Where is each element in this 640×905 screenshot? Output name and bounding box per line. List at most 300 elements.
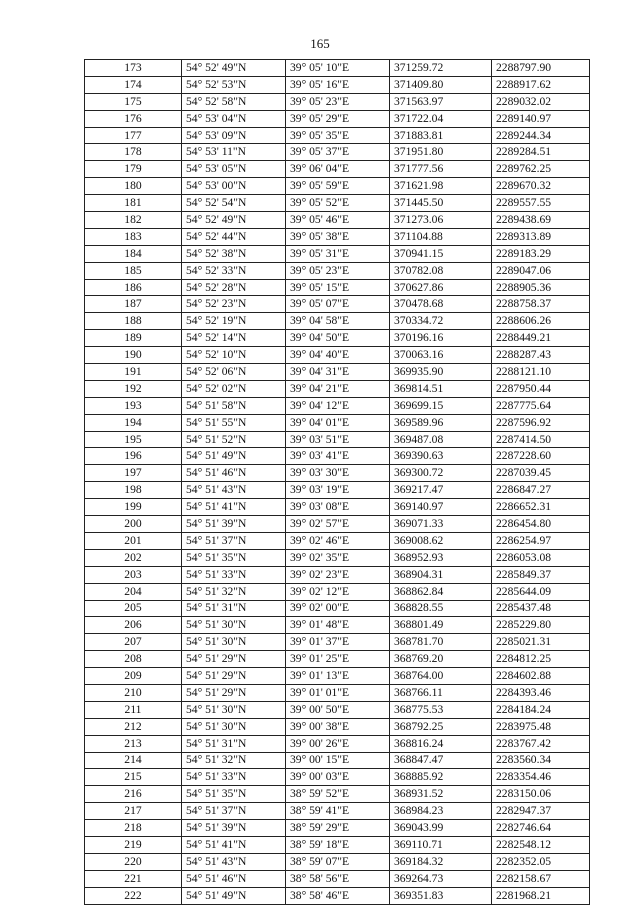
table-row	[85, 516, 590, 533]
x-coordinate: 371273.06	[390, 212, 492, 229]
x-coordinate: 369699.15	[390, 397, 492, 414]
y-coordinate: 2282947.37	[492, 803, 590, 820]
x-coordinate: 369390.63	[390, 448, 492, 465]
page-number: 165	[310, 36, 330, 51]
latitude: 54° 53' 05"N	[182, 161, 286, 178]
latitude: 54° 52' 33"N	[182, 262, 286, 279]
latitude: 54° 51' 29"N	[182, 684, 286, 701]
y-coordinate: 2287775.64	[492, 397, 590, 414]
y-coordinate: 2281968.21	[492, 887, 590, 904]
latitude: 54° 52' 23"N	[182, 296, 286, 313]
longitude: 39° 04' 58"E	[286, 313, 390, 330]
x-coordinate: 371409.80	[390, 76, 492, 93]
longitude: 39° 03' 19"E	[286, 482, 390, 499]
latitude: 54° 51' 49"N	[182, 887, 286, 904]
y-coordinate: 2282746.64	[492, 820, 590, 837]
latitude: 54° 51' 30"N	[182, 634, 286, 651]
longitude: 39° 04' 40"E	[286, 347, 390, 364]
table-row	[85, 195, 590, 212]
longitude: 39° 04' 50"E	[286, 330, 390, 347]
latitude: 54° 52' 54"N	[182, 195, 286, 212]
latitude: 54° 53' 00"N	[182, 178, 286, 195]
table-row	[85, 76, 590, 93]
y-coordinate: 2287950.44	[492, 380, 590, 397]
x-coordinate: 368885.92	[390, 769, 492, 786]
table-row	[85, 60, 590, 77]
point-number: 221	[85, 870, 182, 887]
y-coordinate: 2285021.31	[492, 634, 590, 651]
latitude: 54° 51' 39"N	[182, 516, 286, 533]
table-row	[85, 262, 590, 279]
latitude: 54° 52' 14"N	[182, 330, 286, 347]
latitude: 54° 52' 02"N	[182, 380, 286, 397]
y-coordinate: 2286254.97	[492, 532, 590, 549]
longitude: 39° 06' 04"E	[286, 161, 390, 178]
table-row	[85, 701, 590, 718]
point-number: 203	[85, 566, 182, 583]
longitude: 39° 01' 13"E	[286, 668, 390, 685]
point-number: 177	[85, 127, 182, 144]
table-row	[85, 836, 590, 853]
x-coordinate: 369935.90	[390, 364, 492, 381]
latitude: 54° 51' 37"N	[182, 532, 286, 549]
latitude: 54° 51' 29"N	[182, 668, 286, 685]
longitude: 39° 04' 01"E	[286, 414, 390, 431]
longitude: 39° 01' 48"E	[286, 617, 390, 634]
point-number: 216	[85, 786, 182, 803]
table-row	[85, 752, 590, 769]
x-coordinate: 369110.71	[390, 836, 492, 853]
y-coordinate: 2289183.29	[492, 245, 590, 262]
longitude: 39° 02' 00"E	[286, 600, 390, 617]
x-coordinate: 369264.73	[390, 870, 492, 887]
point-number: 187	[85, 296, 182, 313]
table-row	[85, 431, 590, 448]
point-number: 190	[85, 347, 182, 364]
table-row	[85, 178, 590, 195]
y-coordinate: 2286454.80	[492, 516, 590, 533]
latitude: 54° 51' 35"N	[182, 786, 286, 803]
latitude: 54° 51' 31"N	[182, 600, 286, 617]
x-coordinate: 371722.04	[390, 110, 492, 127]
table-row	[85, 803, 590, 820]
longitude: 38° 59' 41"E	[286, 803, 390, 820]
longitude: 39° 05' 35"E	[286, 127, 390, 144]
y-coordinate: 2283150.06	[492, 786, 590, 803]
longitude: 38° 59' 52"E	[286, 786, 390, 803]
x-coordinate: 368904.31	[390, 566, 492, 583]
table-row	[85, 532, 590, 549]
latitude: 54° 52' 53"N	[182, 76, 286, 93]
y-coordinate: 2285437.48	[492, 600, 590, 617]
y-coordinate: 2287414.50	[492, 431, 590, 448]
point-number: 204	[85, 583, 182, 600]
x-coordinate: 369487.08	[390, 431, 492, 448]
x-coordinate: 371883.81	[390, 127, 492, 144]
point-number: 196	[85, 448, 182, 465]
y-coordinate: 2283767.42	[492, 735, 590, 752]
longitude: 39° 05' 23"E	[286, 262, 390, 279]
longitude: 39° 05' 15"E	[286, 279, 390, 296]
y-coordinate: 2287228.60	[492, 448, 590, 465]
latitude: 54° 51' 30"N	[182, 701, 286, 718]
longitude: 39° 01' 37"E	[286, 634, 390, 651]
point-number: 175	[85, 93, 182, 110]
table-row	[85, 380, 590, 397]
table-row	[85, 448, 590, 465]
table-row	[85, 820, 590, 837]
y-coordinate: 2289762.25	[492, 161, 590, 178]
latitude: 54° 53' 11"N	[182, 144, 286, 161]
table-row	[85, 583, 590, 600]
x-coordinate: 368769.20	[390, 651, 492, 668]
x-coordinate: 371563.97	[390, 93, 492, 110]
y-coordinate: 2286652.31	[492, 499, 590, 516]
point-number: 176	[85, 110, 182, 127]
y-coordinate: 2289670.32	[492, 178, 590, 195]
longitude: 39° 03' 08"E	[286, 499, 390, 516]
x-coordinate: 370334.72	[390, 313, 492, 330]
latitude: 54° 51' 32"N	[182, 583, 286, 600]
latitude: 54° 51' 41"N	[182, 836, 286, 853]
latitude: 54° 52' 38"N	[182, 245, 286, 262]
y-coordinate: 2288287.43	[492, 347, 590, 364]
table-row	[85, 347, 590, 364]
table-row	[85, 600, 590, 617]
point-number: 179	[85, 161, 182, 178]
point-number: 174	[85, 76, 182, 93]
longitude: 39° 04' 21"E	[286, 380, 390, 397]
table-row	[85, 465, 590, 482]
point-number: 213	[85, 735, 182, 752]
y-coordinate: 2289438.69	[492, 212, 590, 229]
y-coordinate: 2288917.62	[492, 76, 590, 93]
x-coordinate: 368792.25	[390, 718, 492, 735]
longitude: 39° 00' 03"E	[286, 769, 390, 786]
y-coordinate: 2284602.88	[492, 668, 590, 685]
longitude: 39° 05' 07"E	[286, 296, 390, 313]
longitude: 39° 00' 26"E	[286, 735, 390, 752]
latitude: 54° 51' 30"N	[182, 617, 286, 634]
y-coordinate: 2289032.02	[492, 93, 590, 110]
longitude: 38° 58' 56"E	[286, 870, 390, 887]
y-coordinate: 2282548.12	[492, 836, 590, 853]
point-number: 206	[85, 617, 182, 634]
y-coordinate: 2287596.92	[492, 414, 590, 431]
table-row	[85, 397, 590, 414]
y-coordinate: 2285849.37	[492, 566, 590, 583]
longitude: 39° 03' 30"E	[286, 465, 390, 482]
latitude: 54° 51' 29"N	[182, 651, 286, 668]
point-number: 192	[85, 380, 182, 397]
latitude: 54° 51' 58"N	[182, 397, 286, 414]
x-coordinate: 369184.32	[390, 853, 492, 870]
point-number: 193	[85, 397, 182, 414]
point-number: 219	[85, 836, 182, 853]
x-coordinate: 369008.62	[390, 532, 492, 549]
longitude: 39° 04' 12"E	[286, 397, 390, 414]
latitude: 54° 52' 58"N	[182, 93, 286, 110]
point-number: 211	[85, 701, 182, 718]
latitude: 54° 51' 43"N	[182, 853, 286, 870]
longitude: 39° 05' 59"E	[286, 178, 390, 195]
coordinates-table	[84, 59, 590, 905]
point-number: 178	[85, 144, 182, 161]
y-coordinate: 2285644.09	[492, 583, 590, 600]
x-coordinate: 369217.47	[390, 482, 492, 499]
x-coordinate: 368931.52	[390, 786, 492, 803]
latitude: 54° 52' 49"N	[182, 60, 286, 77]
point-number: 210	[85, 684, 182, 701]
table-row	[85, 364, 590, 381]
table-row	[85, 735, 590, 752]
point-number: 183	[85, 228, 182, 245]
x-coordinate: 370941.15	[390, 245, 492, 262]
table-row	[85, 414, 590, 431]
latitude: 54° 51' 52"N	[182, 431, 286, 448]
x-coordinate: 368801.49	[390, 617, 492, 634]
longitude: 39° 03' 41"E	[286, 448, 390, 465]
x-coordinate: 369814.51	[390, 380, 492, 397]
longitude: 39° 02' 57"E	[286, 516, 390, 533]
longitude: 39° 00' 15"E	[286, 752, 390, 769]
latitude: 54° 51' 55"N	[182, 414, 286, 431]
longitude: 39° 03' 51"E	[286, 431, 390, 448]
y-coordinate: 2284393.46	[492, 684, 590, 701]
y-coordinate: 2289313.89	[492, 228, 590, 245]
point-number: 214	[85, 752, 182, 769]
y-coordinate: 2283975.48	[492, 718, 590, 735]
point-number: 185	[85, 262, 182, 279]
point-number: 199	[85, 499, 182, 516]
x-coordinate: 371621.98	[390, 178, 492, 195]
y-coordinate: 2282352.05	[492, 853, 590, 870]
table-row	[85, 330, 590, 347]
table-row	[85, 566, 590, 583]
latitude: 54° 53' 09"N	[182, 127, 286, 144]
table-row	[85, 245, 590, 262]
table-row	[85, 296, 590, 313]
point-number: 186	[85, 279, 182, 296]
x-coordinate: 368847.47	[390, 752, 492, 769]
point-number: 209	[85, 668, 182, 685]
y-coordinate: 2289140.97	[492, 110, 590, 127]
table-row	[85, 127, 590, 144]
table-row	[85, 482, 590, 499]
table-row	[85, 668, 590, 685]
y-coordinate: 2289284.51	[492, 144, 590, 161]
table-row	[85, 651, 590, 668]
y-coordinate: 2288905.36	[492, 279, 590, 296]
y-coordinate: 2283354.46	[492, 769, 590, 786]
y-coordinate: 2282158.67	[492, 870, 590, 887]
latitude: 54° 52' 10"N	[182, 347, 286, 364]
point-number: 207	[85, 634, 182, 651]
point-number: 198	[85, 482, 182, 499]
table-row	[85, 718, 590, 735]
point-number: 201	[85, 532, 182, 549]
table-row	[85, 870, 590, 887]
x-coordinate: 371777.56	[390, 161, 492, 178]
point-number: 222	[85, 887, 182, 904]
x-coordinate: 369589.96	[390, 414, 492, 431]
table-row	[85, 313, 590, 330]
table-row	[85, 617, 590, 634]
longitude: 39° 05' 16"E	[286, 76, 390, 93]
longitude: 39° 05' 52"E	[286, 195, 390, 212]
y-coordinate: 2284812.25	[492, 651, 590, 668]
coordinates-table-body	[85, 60, 590, 905]
y-coordinate: 2285229.80	[492, 617, 590, 634]
point-number: 180	[85, 178, 182, 195]
point-number: 189	[85, 330, 182, 347]
table-row	[85, 228, 590, 245]
point-number: 194	[85, 414, 182, 431]
latitude: 54° 51' 39"N	[182, 820, 286, 837]
x-coordinate: 369300.72	[390, 465, 492, 482]
x-coordinate: 371104.88	[390, 228, 492, 245]
longitude: 39° 02' 23"E	[286, 566, 390, 583]
x-coordinate: 370782.08	[390, 262, 492, 279]
x-coordinate: 371951.80	[390, 144, 492, 161]
longitude: 39° 02' 12"E	[286, 583, 390, 600]
x-coordinate: 369071.33	[390, 516, 492, 533]
longitude: 39° 05' 10"E	[286, 60, 390, 77]
point-number: 184	[85, 245, 182, 262]
point-number: 200	[85, 516, 182, 533]
point-number: 202	[85, 549, 182, 566]
latitude: 54° 51' 35"N	[182, 549, 286, 566]
latitude: 54° 51' 30"N	[182, 718, 286, 735]
y-coordinate: 2286053.08	[492, 549, 590, 566]
table-row	[85, 634, 590, 651]
longitude: 39° 00' 50"E	[286, 701, 390, 718]
x-coordinate: 368952.93	[390, 549, 492, 566]
x-coordinate: 370063.16	[390, 347, 492, 364]
table-row	[85, 110, 590, 127]
longitude: 39° 04' 31"E	[286, 364, 390, 381]
latitude: 54° 52' 06"N	[182, 364, 286, 381]
y-coordinate: 2283560.34	[492, 752, 590, 769]
latitude: 54° 52' 19"N	[182, 313, 286, 330]
x-coordinate: 368862.84	[390, 583, 492, 600]
table-row	[85, 684, 590, 701]
table-row	[85, 144, 590, 161]
y-coordinate: 2288449.21	[492, 330, 590, 347]
table-row	[85, 769, 590, 786]
y-coordinate: 2289244.34	[492, 127, 590, 144]
longitude: 39° 02' 46"E	[286, 532, 390, 549]
table-row	[85, 786, 590, 803]
point-number: 205	[85, 600, 182, 617]
latitude: 54° 51' 33"N	[182, 566, 286, 583]
latitude: 54° 51' 41"N	[182, 499, 286, 516]
x-coordinate: 370627.86	[390, 279, 492, 296]
point-number: 181	[85, 195, 182, 212]
table-row	[85, 853, 590, 870]
x-coordinate: 369351.83	[390, 887, 492, 904]
y-coordinate: 2288758.37	[492, 296, 590, 313]
latitude: 54° 51' 33"N	[182, 769, 286, 786]
longitude: 39° 01' 01"E	[286, 684, 390, 701]
longitude: 39° 00' 38"E	[286, 718, 390, 735]
y-coordinate: 2288606.26	[492, 313, 590, 330]
y-coordinate: 2288121.10	[492, 364, 590, 381]
x-coordinate: 371445.50	[390, 195, 492, 212]
latitude: 54° 52' 49"N	[182, 212, 286, 229]
x-coordinate: 368828.55	[390, 600, 492, 617]
point-number: 197	[85, 465, 182, 482]
longitude: 39° 05' 23"E	[286, 93, 390, 110]
table-row	[85, 549, 590, 566]
longitude: 39° 05' 29"E	[286, 110, 390, 127]
point-number: 182	[85, 212, 182, 229]
latitude: 54° 53' 04"N	[182, 110, 286, 127]
latitude: 54° 51' 43"N	[182, 482, 286, 499]
y-coordinate: 2287039.45	[492, 465, 590, 482]
y-coordinate: 2286847.27	[492, 482, 590, 499]
point-number: 208	[85, 651, 182, 668]
longitude: 39° 05' 38"E	[286, 228, 390, 245]
x-coordinate: 368766.11	[390, 684, 492, 701]
point-number: 188	[85, 313, 182, 330]
point-number: 218	[85, 820, 182, 837]
table-row	[85, 887, 590, 904]
x-coordinate: 370196.16	[390, 330, 492, 347]
point-number: 220	[85, 853, 182, 870]
x-coordinate: 369140.97	[390, 499, 492, 516]
point-number: 191	[85, 364, 182, 381]
table-row	[85, 279, 590, 296]
latitude: 54° 51' 32"N	[182, 752, 286, 769]
y-coordinate: 2289557.55	[492, 195, 590, 212]
longitude: 38° 59' 07"E	[286, 853, 390, 870]
latitude: 54° 52' 44"N	[182, 228, 286, 245]
longitude: 39° 05' 31"E	[286, 245, 390, 262]
latitude: 54° 51' 46"N	[182, 465, 286, 482]
x-coordinate: 368816.24	[390, 735, 492, 752]
longitude: 39° 02' 35"E	[286, 549, 390, 566]
point-number: 195	[85, 431, 182, 448]
table-row	[85, 93, 590, 110]
longitude: 39° 05' 46"E	[286, 212, 390, 229]
latitude: 54° 51' 31"N	[182, 735, 286, 752]
latitude: 54° 51' 49"N	[182, 448, 286, 465]
point-number: 215	[85, 769, 182, 786]
x-coordinate: 368764.00	[390, 668, 492, 685]
longitude: 38° 59' 29"E	[286, 820, 390, 837]
x-coordinate: 368984.23	[390, 803, 492, 820]
table-row	[85, 499, 590, 516]
y-coordinate: 2284184.24	[492, 701, 590, 718]
table-row	[85, 161, 590, 178]
y-coordinate: 2288797.90	[492, 60, 590, 77]
longitude: 38° 59' 18"E	[286, 836, 390, 853]
x-coordinate: 369043.99	[390, 820, 492, 837]
y-coordinate: 2289047.06	[492, 262, 590, 279]
longitude: 39° 01' 25"E	[286, 651, 390, 668]
longitude: 38° 58' 46"E	[286, 887, 390, 904]
point-number: 212	[85, 718, 182, 735]
latitude: 54° 51' 37"N	[182, 803, 286, 820]
x-coordinate: 368775.53	[390, 701, 492, 718]
x-coordinate: 371259.72	[390, 60, 492, 77]
x-coordinate: 370478.68	[390, 296, 492, 313]
point-number: 217	[85, 803, 182, 820]
longitude: 39° 05' 37"E	[286, 144, 390, 161]
table-row	[85, 212, 590, 229]
latitude: 54° 52' 28"N	[182, 279, 286, 296]
